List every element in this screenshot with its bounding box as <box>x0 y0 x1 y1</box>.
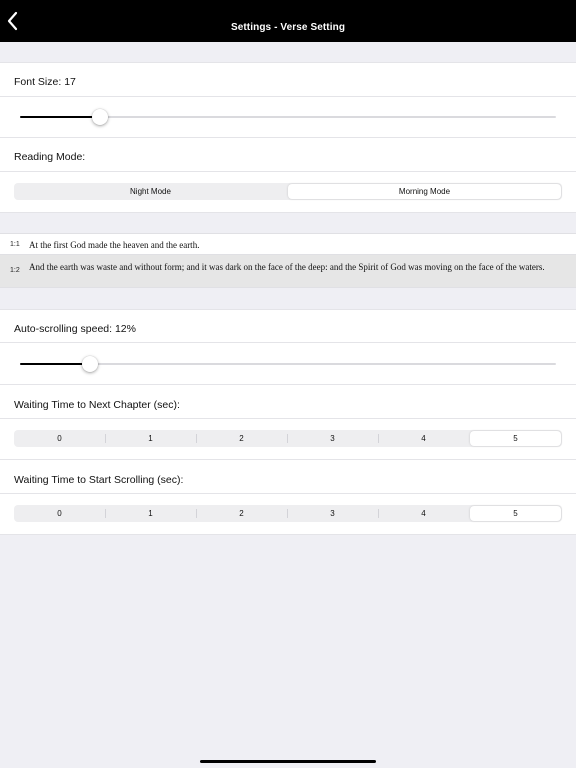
font-size-slider[interactable] <box>20 116 556 118</box>
segment-4[interactable]: 4 <box>378 430 469 447</box>
wait-start-scroll-control-row <box>0 494 576 535</box>
reading-mode-segmented-control[interactable] <box>14 183 562 200</box>
wait-next-chapter-segmented-control[interactable] <box>14 430 562 447</box>
segment-1[interactable]: 1 <box>105 430 196 447</box>
auto-scroll-label: Auto-scrolling speed: 12% <box>14 323 136 335</box>
home-indicator <box>200 760 376 763</box>
verse-number: 1:1 <box>10 241 20 248</box>
font-size-slider-thumb[interactable] <box>92 109 108 125</box>
segment-3[interactable]: 3 <box>287 505 378 522</box>
segment-1[interactable]: 1 <box>105 505 196 522</box>
font-size-slider-row <box>0 97 576 138</box>
reading-mode-label: Reading Mode: <box>14 151 86 163</box>
wait-next-chapter-row <box>0 385 576 419</box>
segment-3[interactable]: 3 <box>287 430 378 447</box>
reading-mode-control-row <box>0 172 576 213</box>
segment-2[interactable]: 2 <box>196 505 287 522</box>
auto-scroll-row <box>0 309 576 343</box>
reading-mode-row <box>0 138 576 172</box>
font-size-row <box>0 62 576 97</box>
auto-scroll-slider[interactable] <box>20 363 556 365</box>
segment-0[interactable]: 0 <box>57 434 62 443</box>
auto-scroll-slider-fill <box>20 363 90 365</box>
wait-next-chapter-control-row <box>0 419 576 460</box>
section-spacer <box>0 213 576 233</box>
verse-text: At the first God made the heaven and the earth. <box>29 240 200 250</box>
verse-text: And the earth was waste and without form; and it was dark on the face of the deep: and the Spirit of God was moving on the face of the waters. <box>29 262 545 272</box>
segment-5[interactable]: 5 <box>470 431 561 446</box>
segment-0[interactable]: 0 <box>57 509 62 518</box>
segment-5[interactable]: 5 <box>470 506 561 521</box>
segment-4[interactable]: 4 <box>378 505 469 522</box>
wait-start-scroll-segmented-control[interactable] <box>14 505 562 522</box>
verse-preview-row-highlighted[interactable] <box>0 255 576 288</box>
auto-scroll-slider-thumb[interactable] <box>82 356 98 372</box>
segment-2[interactable]: 2 <box>196 430 287 447</box>
auto-scroll-slider-row <box>0 343 576 385</box>
font-size-slider-fill <box>20 116 100 118</box>
font-size-label: Font Size: 17 <box>14 76 76 88</box>
section-spacer <box>0 42 576 62</box>
navigation-bar <box>0 0 576 42</box>
wait-start-scroll-row <box>0 460 576 494</box>
verse-number: 1:2 <box>10 267 20 274</box>
verse-preview-row[interactable] <box>0 233 576 255</box>
segment-night-mode[interactable]: Night Mode <box>130 187 171 196</box>
page-title: Settings - Verse Setting <box>230 22 346 33</box>
wait-next-chapter-label: Waiting Time to Next Chapter (sec): <box>14 399 180 411</box>
segment-morning-mode[interactable]: Morning Mode <box>288 184 561 199</box>
wait-start-scroll-label: Waiting Time to Start Scrolling (sec): <box>14 474 184 486</box>
section-spacer <box>0 288 576 309</box>
